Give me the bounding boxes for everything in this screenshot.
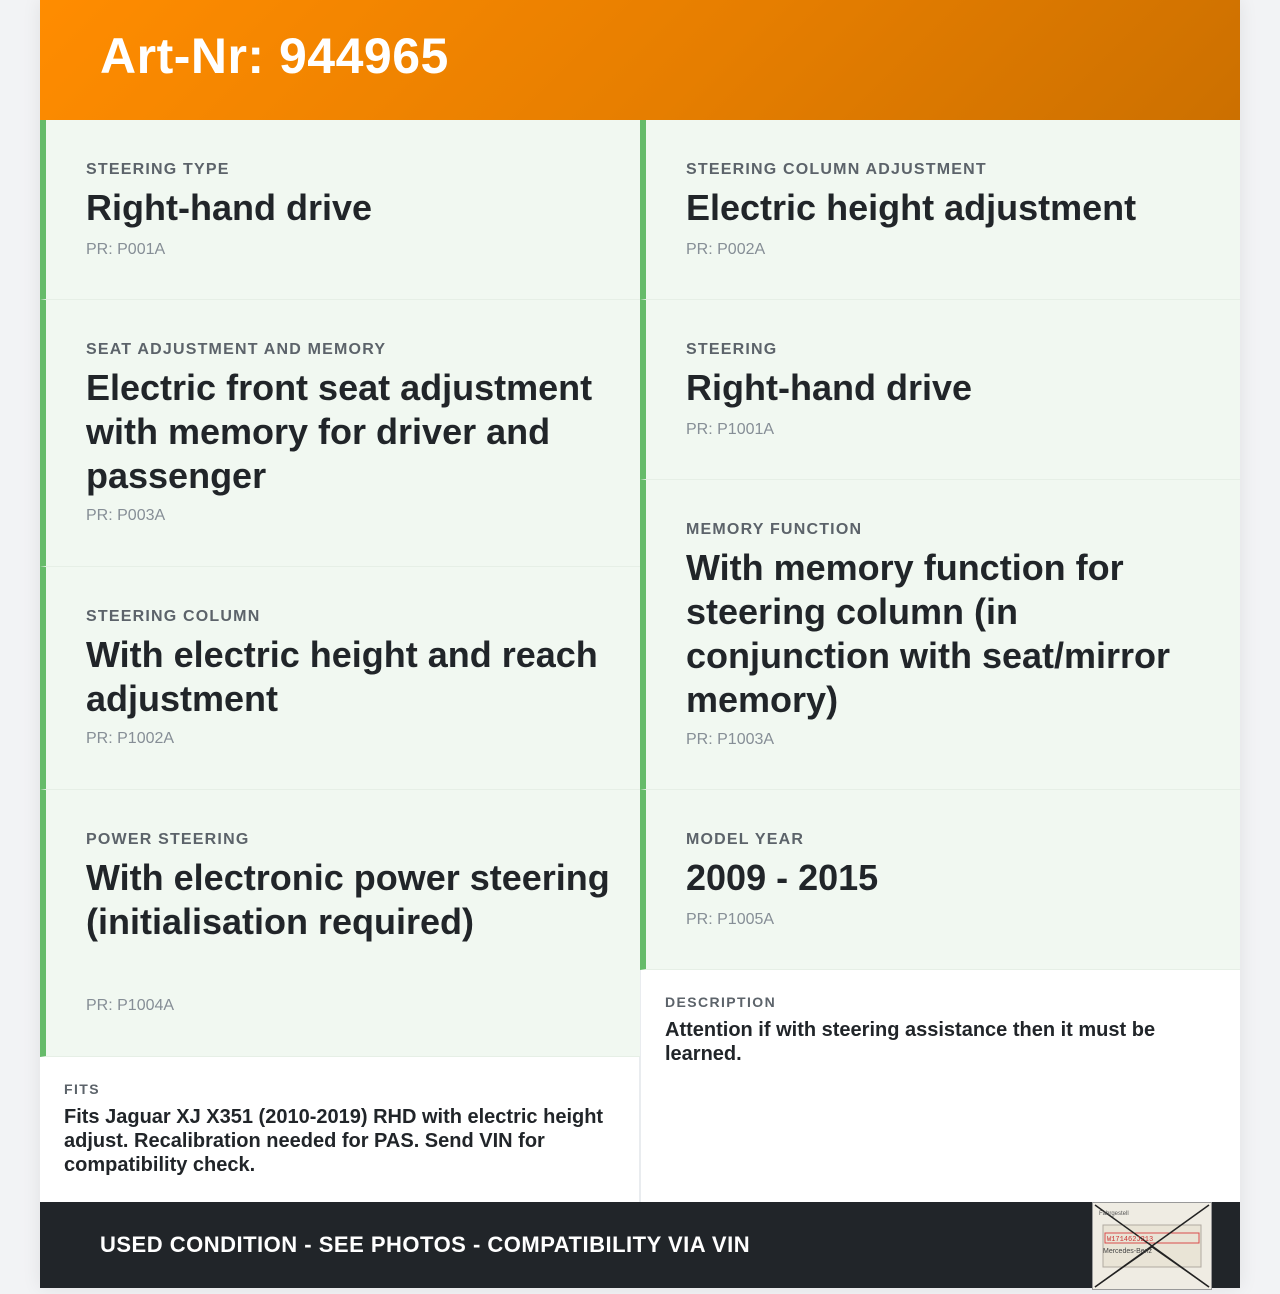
- spec-steering: [640, 300, 1240, 480]
- spec-memory-function: [640, 480, 1240, 790]
- spec-value: With electronic power steering (initialisation required): [86, 857, 610, 942]
- spec-value: With electric height and reach adjustment: [86, 634, 598, 719]
- spec-value: Electric front seat adjustment with memory for driver and passenger: [86, 367, 593, 496]
- spec-steering-column-adjustment: [640, 120, 1240, 300]
- spec-steering-column: [40, 567, 640, 790]
- spec-label: MEMORY FUNCTION: [686, 521, 863, 538]
- fits-label: FITS: [64, 1081, 100, 1097]
- spec-pr-code: PR: P002A: [686, 241, 766, 258]
- spec-pr-code: PR: P1001A: [686, 421, 775, 438]
- description-text: Attention if with steering assistance then it must be learned.: [665, 1019, 1156, 1065]
- header: [40, 0, 1240, 120]
- spec-pr-code: PR: P001A: [86, 241, 166, 258]
- fits-text: Fits Jaguar XJ X351 (2010-2019) RHD with electric height adjust. Recalibration needed for PAS. Send VIN for compatibility check.: [64, 1106, 604, 1176]
- spec-label: POWER STEERING: [86, 831, 250, 848]
- footer-banner: [40, 1202, 1240, 1288]
- fits-note: [40, 1057, 640, 1202]
- spec-value: Electric height adjustment: [686, 187, 1137, 228]
- spec-steering-type: [40, 120, 640, 300]
- spec-pr-code: PR: P003A: [86, 507, 166, 524]
- spec-pr-code: PR: P1003A: [686, 731, 775, 748]
- vin-label-photo: [1092, 1202, 1212, 1290]
- spec-sheet: [40, 0, 1240, 1288]
- spec-label: STEERING COLUMN: [86, 608, 261, 625]
- spec-power-steering: [40, 790, 640, 1057]
- spec-value: Right-hand drive: [86, 187, 372, 228]
- article-number-title: Art-Nr: 944965: [100, 28, 449, 84]
- spec-value: Right-hand drive: [686, 367, 972, 408]
- spec-label: STEERING COLUMN ADJUSTMENT: [686, 161, 987, 178]
- description-note: [640, 970, 1240, 1202]
- spec-model-year: [640, 790, 1240, 970]
- spec-label: STEERING TYPE: [86, 161, 230, 178]
- stamp-text-top: Fahrgestell: [1099, 1211, 1129, 1217]
- spec-label: MODEL YEAR: [686, 831, 805, 848]
- spec-value: With memory function for steering column (in conjunction with seat/mirror memory): [686, 547, 1171, 720]
- spec-value: 2009 - 2015: [686, 857, 879, 898]
- stamp-text-bottom: Mercedes-Benz: [1103, 1248, 1153, 1255]
- spec-label: SEAT ADJUSTMENT AND MEMORY: [86, 341, 387, 358]
- spec-seat-adjustment: [40, 300, 640, 567]
- spec-pr-code: PR: P1004A: [86, 997, 175, 1014]
- vin-label-image: [1093, 1203, 1211, 1289]
- description-label: DESCRIPTION: [665, 994, 777, 1010]
- spec-label: STEERING: [686, 341, 778, 358]
- footer-text: USED CONDITION - SEE PHOTOS - COMPATIBILITY VIA VIN: [100, 1232, 751, 1257]
- spec-pr-code: PR: P1005A: [686, 911, 775, 928]
- spec-pr-code: PR: P1002A: [86, 730, 175, 747]
- stamp-text-mid: W171462J213: [1107, 1236, 1154, 1244]
